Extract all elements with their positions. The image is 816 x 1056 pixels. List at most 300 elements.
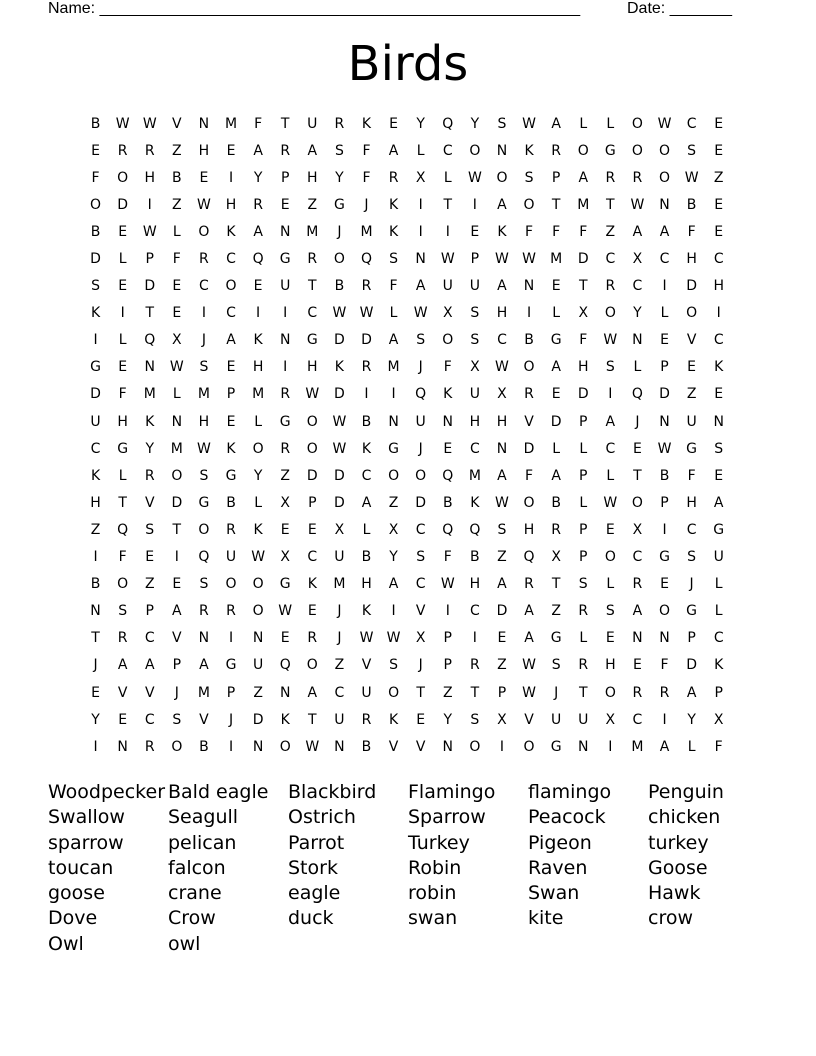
grid-letter[interactable]: P xyxy=(497,684,507,701)
grid-letter[interactable]: Z xyxy=(388,494,399,511)
grid-letter[interactable]: C xyxy=(469,440,480,457)
grid-letter[interactable]: O xyxy=(388,467,400,484)
grid-letter[interactable]: M xyxy=(387,359,400,376)
grid-letter[interactable]: L xyxy=(687,738,696,755)
grid-letter[interactable]: R xyxy=(551,521,561,538)
grid-letter[interactable]: A xyxy=(659,223,670,240)
grid-letter[interactable]: P xyxy=(660,359,669,376)
grid-letter[interactable]: K xyxy=(388,711,399,728)
grid-letter[interactable]: T xyxy=(551,196,561,213)
grid-letter[interactable]: Z xyxy=(551,603,561,620)
grid-letter[interactable]: O xyxy=(225,278,237,295)
grid-letter[interactable]: N xyxy=(279,684,291,701)
grid-letter[interactable]: R xyxy=(144,142,155,159)
grid-letter[interactable]: X xyxy=(605,711,616,728)
grid-letter[interactable]: W xyxy=(278,603,293,620)
grid-letter[interactable]: V xyxy=(361,657,372,674)
grid-letter[interactable]: X xyxy=(172,332,182,349)
grid-letter[interactable]: G xyxy=(279,251,291,268)
grid-letter[interactable]: F xyxy=(443,359,452,376)
grid-letter[interactable]: S xyxy=(605,603,615,620)
grid-letter[interactable]: R xyxy=(226,603,236,620)
grid-letter[interactable]: I xyxy=(93,549,98,566)
grid-letter[interactable]: G xyxy=(225,467,237,484)
grid-letter[interactable]: G xyxy=(117,440,129,457)
grid-letter[interactable]: Y xyxy=(253,169,263,186)
grid-letter[interactable]: E xyxy=(714,386,724,403)
grid-letter[interactable]: R xyxy=(605,169,616,186)
grid-letter[interactable]: Q xyxy=(442,521,454,538)
grid-letter[interactable]: E xyxy=(605,630,615,647)
grid-letter[interactable]: U xyxy=(578,711,589,728)
grid-letter[interactable]: J xyxy=(201,332,206,349)
grid-letter[interactable]: X xyxy=(334,521,345,538)
grid-letter[interactable]: C xyxy=(307,305,318,322)
grid-letter[interactable]: C xyxy=(632,278,643,295)
grid-letter[interactable]: W xyxy=(413,305,428,322)
grid-letter[interactable]: N xyxy=(388,413,399,430)
grid-letter[interactable]: S xyxy=(497,115,507,132)
grid-letter[interactable]: R xyxy=(144,738,155,755)
grid-letter[interactable]: G xyxy=(550,332,562,349)
grid-letter[interactable]: G xyxy=(550,738,562,755)
grid-letter[interactable]: R xyxy=(253,196,263,213)
grid-letter[interactable]: N xyxy=(442,413,453,430)
grid-letter[interactable]: T xyxy=(633,467,642,484)
grid-letter[interactable]: F xyxy=(362,169,371,186)
grid-letter[interactable]: R xyxy=(524,576,534,593)
grid-letter[interactable]: I xyxy=(228,169,234,186)
grid-letter[interactable]: D xyxy=(577,386,589,403)
grid-letter[interactable]: R xyxy=(361,278,372,295)
grid-letter[interactable]: Q xyxy=(117,521,129,538)
grid-letter[interactable]: X xyxy=(388,521,399,538)
grid-letter[interactable]: L xyxy=(606,576,615,593)
grid-letter[interactable]: W xyxy=(359,630,374,647)
grid-letter[interactable]: C xyxy=(90,440,101,457)
grid-letter[interactable]: Q xyxy=(523,549,535,566)
grid-letter[interactable]: O xyxy=(198,223,210,240)
grid-letter[interactable]: A xyxy=(144,657,155,674)
grid-letter[interactable]: K xyxy=(714,359,724,376)
grid-letter[interactable]: F xyxy=(552,223,561,240)
grid-letter[interactable]: N xyxy=(523,278,535,295)
grid-letter[interactable]: M xyxy=(224,115,238,132)
grid-letter[interactable]: A xyxy=(524,603,534,620)
grid-letter[interactable]: P xyxy=(579,413,588,430)
grid-letter[interactable]: W xyxy=(440,251,455,268)
grid-letter[interactable]: T xyxy=(578,684,588,701)
grid-letter[interactable]: F xyxy=(579,223,588,240)
grid-letter[interactable]: V xyxy=(199,711,209,728)
grid-letter[interactable]: W xyxy=(142,223,157,240)
grid-letter[interactable]: H xyxy=(496,305,508,322)
grid-letter[interactable]: A xyxy=(388,332,399,349)
grid-letter[interactable]: J xyxy=(93,657,98,674)
grid-letter[interactable]: J xyxy=(635,413,640,430)
grid-letter[interactable]: D xyxy=(306,467,318,484)
grid-letter[interactable]: H xyxy=(496,413,508,430)
grid-letter[interactable]: J xyxy=(337,603,342,620)
grid-letter[interactable]: Y xyxy=(91,711,100,728)
grid-letter[interactable]: O xyxy=(117,576,129,593)
grid-letter[interactable]: Z xyxy=(497,549,507,566)
grid-letter[interactable]: D xyxy=(252,711,264,728)
grid-letter[interactable]: N xyxy=(415,251,426,268)
grid-letter[interactable]: I xyxy=(662,278,667,295)
grid-letter[interactable]: P xyxy=(579,521,588,538)
grid-letter[interactable]: E xyxy=(172,576,182,593)
grid-letter[interactable]: L xyxy=(254,413,263,430)
grid-letter[interactable]: W xyxy=(115,115,130,132)
grid-letter[interactable]: K xyxy=(524,142,534,159)
grid-letter[interactable]: B xyxy=(659,467,670,484)
grid-letter[interactable]: K xyxy=(361,603,372,620)
grid-letter[interactable]: U xyxy=(280,278,291,295)
grid-letter[interactable]: G xyxy=(686,603,698,620)
grid-letter[interactable]: A xyxy=(497,467,507,484)
grid-letter[interactable]: G xyxy=(713,521,725,538)
grid-letter[interactable]: C xyxy=(226,305,236,322)
grid-letter[interactable]: Z xyxy=(442,684,453,701)
grid-letter[interactable]: C xyxy=(442,142,453,159)
grid-letter[interactable]: W xyxy=(332,440,347,457)
grid-letter[interactable]: K xyxy=(388,223,399,240)
grid-letter[interactable]: X xyxy=(497,711,507,728)
grid-letter[interactable]: J xyxy=(364,196,369,213)
grid-letter[interactable]: Y xyxy=(633,305,642,322)
grid-letter[interactable]: C xyxy=(686,521,697,538)
grid-letter[interactable]: Z xyxy=(605,223,616,240)
grid-letter[interactable]: O xyxy=(198,521,210,538)
grid-letter[interactable]: E xyxy=(470,223,480,240)
grid-letter[interactable]: Z xyxy=(280,467,290,484)
grid-letter[interactable]: W xyxy=(197,440,211,457)
grid-letter[interactable]: E xyxy=(497,630,507,647)
grid-letter[interactable]: N xyxy=(198,115,210,132)
grid-letter[interactable]: I xyxy=(364,386,369,403)
grid-letter[interactable]: V xyxy=(415,738,426,755)
grid-letter[interactable]: Y xyxy=(470,115,480,132)
grid-letter[interactable]: A xyxy=(524,630,534,647)
grid-letter[interactable]: X xyxy=(442,305,453,322)
grid-letter[interactable]: B xyxy=(524,332,534,349)
grid-letter[interactable]: O xyxy=(90,196,102,213)
grid-letter[interactable]: H xyxy=(713,278,724,295)
grid-letter[interactable]: D xyxy=(171,494,183,511)
grid-letter[interactable]: M xyxy=(170,440,183,457)
grid-letter[interactable]: N xyxy=(659,196,670,213)
grid-letter[interactable]: H xyxy=(605,657,616,674)
grid-letter[interactable]: O xyxy=(659,142,671,159)
grid-letter[interactable]: P xyxy=(226,386,236,403)
grid-letter[interactable]: W xyxy=(522,251,536,268)
grid-letter[interactable]: E xyxy=(632,440,642,457)
grid-letter[interactable]: E xyxy=(307,603,317,620)
grid-letter[interactable]: E xyxy=(91,684,100,701)
grid-letter[interactable]: E xyxy=(118,359,128,376)
grid-letter[interactable]: U xyxy=(90,413,101,430)
grid-letter[interactable]: L xyxy=(118,467,127,484)
grid-letter[interactable]: L xyxy=(416,142,425,159)
grid-letter[interactable]: O xyxy=(117,169,129,186)
grid-letter[interactable]: S xyxy=(172,711,182,728)
grid-letter[interactable]: H xyxy=(117,413,128,430)
grid-letter[interactable]: K xyxy=(361,115,372,132)
grid-letter[interactable]: B xyxy=(361,738,372,755)
grid-letter[interactable]: S xyxy=(470,711,480,728)
grid-letter[interactable]: B xyxy=(90,223,101,240)
grid-letter[interactable]: A xyxy=(659,738,670,755)
grid-letter[interactable]: U xyxy=(442,278,453,295)
grid-letter[interactable]: C xyxy=(605,251,616,268)
grid-letter[interactable]: D xyxy=(659,386,670,403)
grid-letter[interactable]: N xyxy=(252,630,264,647)
grid-letter[interactable]: V xyxy=(172,115,182,132)
grid-letter[interactable]: C xyxy=(497,332,507,349)
grid-letter[interactable]: O xyxy=(388,684,400,701)
grid-letter[interactable]: P xyxy=(172,657,182,674)
grid-letter[interactable]: A xyxy=(415,278,426,295)
grid-letter[interactable]: H xyxy=(252,359,264,376)
grid-letter[interactable]: M xyxy=(360,223,373,240)
grid-letter[interactable]: E xyxy=(714,467,724,484)
grid-letter[interactable]: X xyxy=(632,521,643,538)
grid-letter[interactable]: M xyxy=(550,251,563,268)
grid-letter[interactable]: R xyxy=(469,657,480,674)
grid-letter[interactable]: F xyxy=(525,223,534,240)
grid-letter[interactable]: O xyxy=(604,684,616,701)
grid-letter[interactable]: D xyxy=(415,494,427,511)
grid-letter[interactable]: R xyxy=(307,630,318,647)
grid-letter[interactable]: K xyxy=(714,657,724,674)
grid-letter[interactable]: O xyxy=(225,576,237,593)
grid-letter[interactable]: P xyxy=(280,169,290,186)
grid-letter[interactable]: Z xyxy=(253,684,263,701)
grid-letter[interactable]: F xyxy=(362,142,371,159)
grid-letter[interactable]: C xyxy=(334,684,345,701)
grid-letter[interactable]: C xyxy=(605,440,616,457)
grid-letter[interactable]: Z xyxy=(90,521,101,538)
grid-letter[interactable]: W xyxy=(495,251,509,268)
grid-letter[interactable]: R xyxy=(280,142,291,159)
grid-letter[interactable]: C xyxy=(632,711,643,728)
grid-letter[interactable]: N xyxy=(713,413,724,430)
grid-letter[interactable]: G xyxy=(198,494,210,511)
grid-letter[interactable]: L xyxy=(606,115,615,132)
grid-letter[interactable]: S xyxy=(199,467,209,484)
grid-letter[interactable]: I xyxy=(662,521,667,538)
grid-letter[interactable]: U xyxy=(469,278,480,295)
grid-letter[interactable]: A xyxy=(172,603,182,620)
grid-letter[interactable]: R xyxy=(280,440,291,457)
grid-letter[interactable]: I xyxy=(228,630,234,647)
grid-letter[interactable]: F xyxy=(443,549,452,566)
grid-letter[interactable]: I xyxy=(418,196,423,213)
grid-letter[interactable]: Z xyxy=(686,386,697,403)
grid-letter[interactable]: A xyxy=(605,413,616,430)
grid-letter[interactable]: F xyxy=(714,738,723,755)
grid-letter[interactable]: P xyxy=(579,549,588,566)
grid-letter[interactable]: O xyxy=(631,494,643,511)
grid-letter[interactable]: G xyxy=(306,332,318,349)
grid-letter[interactable]: Y xyxy=(687,711,696,728)
grid-letter[interactable]: N xyxy=(279,332,291,349)
grid-letter[interactable]: M xyxy=(197,684,210,701)
grid-letter[interactable]: N xyxy=(496,142,508,159)
grid-letter[interactable]: D xyxy=(523,440,535,457)
grid-letter[interactable]: E xyxy=(226,142,236,159)
grid-letter[interactable]: X xyxy=(415,169,426,186)
grid-letter[interactable]: Y xyxy=(443,711,453,728)
grid-letter[interactable]: D xyxy=(577,251,589,268)
grid-letter[interactable]: O xyxy=(469,142,481,159)
grid-letter[interactable]: I xyxy=(93,738,98,755)
grid-letter[interactable]: R xyxy=(117,630,128,647)
grid-letter[interactable]: W xyxy=(657,440,672,457)
grid-letter[interactable]: A xyxy=(117,657,128,674)
grid-letter[interactable]: Q xyxy=(144,332,156,349)
grid-letter[interactable]: I xyxy=(445,603,450,620)
grid-letter[interactable]: E xyxy=(660,576,669,593)
grid-letter[interactable]: R xyxy=(524,386,534,403)
grid-letter[interactable]: C xyxy=(199,278,209,295)
grid-letter[interactable]: S xyxy=(145,521,155,538)
grid-letter[interactable]: H xyxy=(198,142,210,159)
grid-letter[interactable]: T xyxy=(470,684,480,701)
grid-letter[interactable]: T xyxy=(280,115,290,132)
grid-letter[interactable]: E xyxy=(226,413,236,430)
grid-letter[interactable]: N xyxy=(632,630,643,647)
grid-letter[interactable]: Q xyxy=(442,115,454,132)
grid-letter[interactable]: T xyxy=(172,521,182,538)
grid-letter[interactable]: O xyxy=(306,413,318,430)
grid-letter[interactable]: W xyxy=(522,115,536,132)
grid-letter[interactable]: I xyxy=(499,738,505,755)
grid-letter[interactable]: O xyxy=(631,115,643,132)
grid-letter[interactable]: C xyxy=(713,630,724,647)
grid-letter[interactable]: N xyxy=(632,332,643,349)
grid-letter[interactable]: H xyxy=(90,494,101,511)
grid-letter[interactable]: W xyxy=(332,413,347,430)
grid-letter[interactable]: K xyxy=(307,576,317,593)
grid-letter[interactable]: R xyxy=(605,278,616,295)
grid-letter[interactable]: W xyxy=(657,115,672,132)
grid-letter[interactable]: K xyxy=(226,223,236,240)
grid-letter[interactable]: L xyxy=(552,305,561,322)
grid-letter[interactable]: Y xyxy=(389,549,398,566)
grid-letter[interactable]: F xyxy=(118,386,127,403)
grid-letter[interactable]: K xyxy=(145,413,155,430)
grid-letter[interactable]: E xyxy=(416,711,426,728)
grid-letter[interactable]: J xyxy=(174,684,179,701)
grid-letter[interactable]: I xyxy=(526,305,532,322)
grid-letter[interactable]: V xyxy=(415,603,426,620)
grid-letter[interactable]: I xyxy=(608,386,613,403)
grid-letter[interactable]: D xyxy=(361,332,372,349)
grid-letter[interactable]: W xyxy=(495,359,509,376)
grid-letter[interactable]: A xyxy=(497,576,507,593)
grid-letter[interactable]: K xyxy=(497,223,507,240)
grid-letter[interactable]: S xyxy=(199,359,209,376)
grid-letter[interactable]: T xyxy=(606,196,615,213)
grid-letter[interactable]: V xyxy=(117,684,128,701)
grid-letter[interactable]: M xyxy=(197,386,210,403)
grid-letter[interactable]: Y xyxy=(335,169,344,186)
grid-letter[interactable]: N xyxy=(252,738,264,755)
grid-letter[interactable]: R xyxy=(117,142,128,159)
grid-letter[interactable]: C xyxy=(713,332,724,349)
grid-letter[interactable]: A xyxy=(578,169,589,186)
grid-letter[interactable]: R xyxy=(551,142,561,159)
grid-letter[interactable]: R xyxy=(199,603,209,620)
grid-letter[interactable]: U xyxy=(686,413,697,430)
grid-letter[interactable]: L xyxy=(118,332,127,349)
grid-letter[interactable]: D xyxy=(496,603,508,620)
grid-letter[interactable]: X xyxy=(497,386,507,403)
grid-letter[interactable]: B xyxy=(90,115,101,132)
grid-letter[interactable]: T xyxy=(145,305,155,322)
grid-letter[interactable]: P xyxy=(443,657,452,674)
grid-letter[interactable]: G xyxy=(550,630,562,647)
grid-letter[interactable]: N xyxy=(144,359,155,376)
grid-letter[interactable]: E xyxy=(253,278,263,295)
grid-letter[interactable]: Y xyxy=(145,440,155,457)
grid-letter[interactable]: P xyxy=(687,630,696,647)
grid-letter[interactable]: N xyxy=(659,630,670,647)
grid-letter[interactable]: P xyxy=(470,251,480,268)
grid-letter[interactable]: E xyxy=(714,196,724,213)
grid-letter[interactable]: C xyxy=(361,467,372,484)
grid-letter[interactable]: X xyxy=(470,359,480,376)
grid-letter[interactable]: S xyxy=(91,278,100,295)
grid-letter[interactable]: R xyxy=(632,169,643,186)
grid-letter[interactable]: S xyxy=(497,521,507,538)
grid-letter[interactable]: S xyxy=(687,142,697,159)
grid-letter[interactable]: K xyxy=(443,386,453,403)
grid-letter[interactable]: D xyxy=(334,386,345,403)
grid-letter[interactable]: L xyxy=(552,440,561,457)
grid-letter[interactable]: Q xyxy=(279,657,291,674)
grid-letter[interactable]: S xyxy=(551,657,561,674)
grid-letter[interactable]: D xyxy=(334,494,345,511)
grid-letter[interactable]: W xyxy=(197,196,211,213)
grid-letter[interactable]: A xyxy=(253,142,263,159)
grid-letter[interactable]: H xyxy=(469,413,481,430)
grid-letter[interactable]: B xyxy=(442,494,453,511)
grid-letter[interactable]: D xyxy=(686,657,697,674)
grid-letter[interactable]: N xyxy=(117,738,128,755)
grid-letter[interactable]: I xyxy=(228,738,234,755)
grid-letter[interactable]: N xyxy=(198,630,210,647)
grid-letter[interactable]: W xyxy=(495,494,509,511)
grid-letter[interactable]: Y xyxy=(253,467,263,484)
grid-letter[interactable]: A xyxy=(361,494,372,511)
grid-letter[interactable]: O xyxy=(659,603,671,620)
grid-letter[interactable]: D xyxy=(334,332,345,349)
grid-letter[interactable]: M xyxy=(333,576,346,593)
grid-letter[interactable]: O xyxy=(523,359,535,376)
grid-letter[interactable]: U xyxy=(361,684,372,701)
grid-letter[interactable]: B xyxy=(90,576,101,593)
grid-letter[interactable]: J xyxy=(554,684,559,701)
grid-letter[interactable]: S xyxy=(199,576,209,593)
grid-letter[interactable]: R xyxy=(199,251,209,268)
grid-letter[interactable]: S xyxy=(687,549,697,566)
grid-letter[interactable]: L xyxy=(579,115,588,132)
grid-letter[interactable]: N xyxy=(496,440,508,457)
grid-letter[interactable]: K xyxy=(90,305,101,322)
